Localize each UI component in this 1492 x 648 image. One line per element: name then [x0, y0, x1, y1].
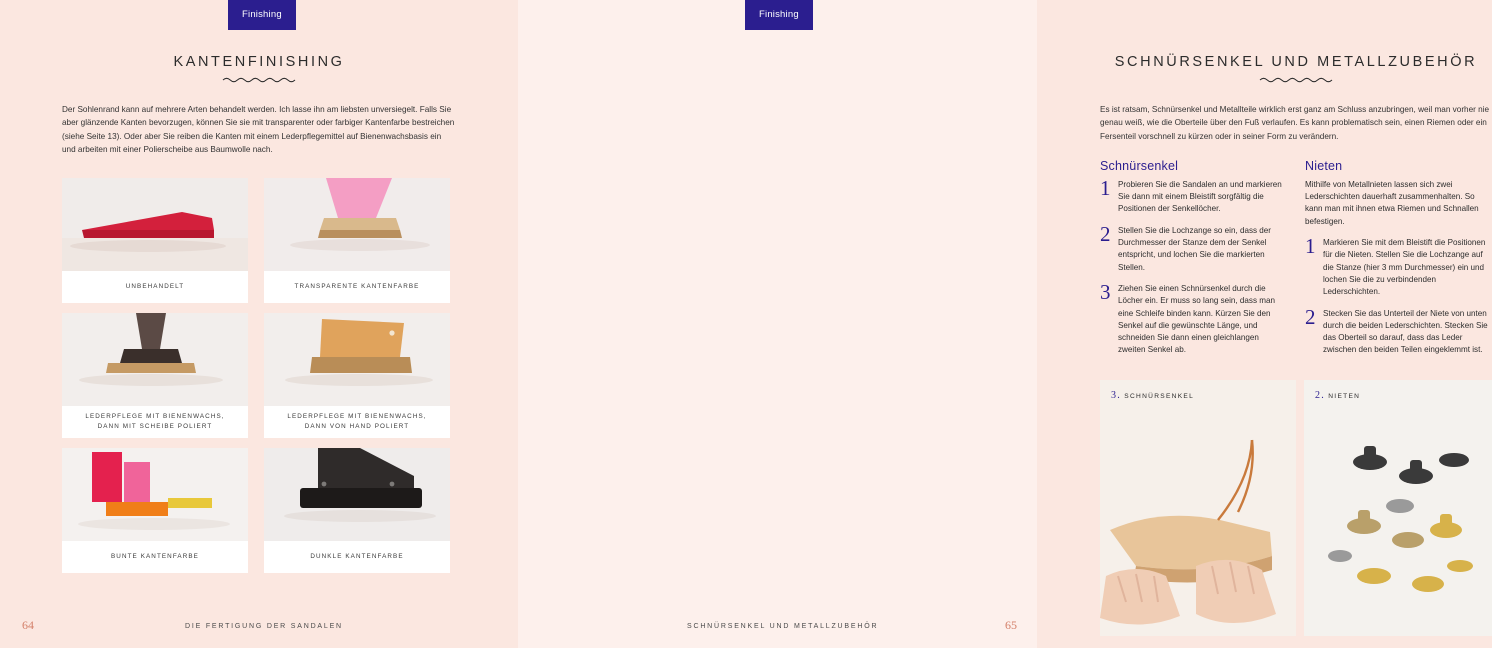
step-item [1100, 279, 1287, 357]
nieten-intro: Mithilfe von Metallnieten lassen sich zwei Lederschichten dauerhaft zusammenhalten. So kann man mit ihnen etwa Riemen und Schnallen befestigen. [1305, 179, 1479, 226]
photo-unbehandelt [62, 178, 248, 271]
photo-lederpflege-scheibe [62, 313, 248, 406]
squiggle-divider-right [1259, 76, 1333, 83]
photo-caption: BUNTE KANTENFARBE [62, 541, 248, 573]
photo-label-number: 3. [1111, 389, 1122, 401]
step-text: Markieren Sie mit dem Bleistift die Positionen für die Nieten. Stellen Sie die Lochzange auf die Stanze (hier 3 mm Durchmesser) ein und lochen Sie die zu verbindenden Lederschichten. [1323, 238, 1486, 297]
subheading-nieten: Nieten [1305, 158, 1343, 173]
left-page-content [62, 54, 456, 573]
page-title-right: SCHNÜRSENKEL UND METALLZUBEHÖR [1114, 54, 1478, 70]
page-number-right: 65 [1005, 618, 1017, 632]
photo-schnuersenkel-hands [1100, 380, 1296, 636]
step-text: Ziehen Sie einen Schnürsenkel durch die Löcher ein. Er muss so lang sein, dass man eine Schleife binden kann. Kürzen Sie den Senkel auf die gewünschte Länge, und schneiden Sie dann einen gleichlangen zweiten Senkel ab. [1118, 283, 1276, 355]
photo-dunkle-kantenfarbe [264, 448, 450, 541]
page-title-left: KANTENFINISHING [173, 54, 345, 70]
left-page-title-block [62, 54, 456, 83]
intro-paragraph-right: Es ist ratsam, Schnürsenkel und Metallteile wirklich erst ganz am Schluss anzubringen, weil man vorher nie genau weiß, wie die Oberteile über den Fuß verlaufen. Es kann problematisch sein, einen Riemen oder ein Fersenteil vorschnell zu kürzen oder in seiner Form zu verändern. [1100, 105, 1490, 141]
step-text: Stecken Sie das Unterteil der Niete von unten durch die beiden Lederschichten. Stecken Sie das Oberteil so darauf, dass das Leder zwischen den beiden Teilen eingeklemmt ist. [1323, 308, 1488, 355]
tab-finishing-right: Finishing [745, 0, 813, 30]
step-number: 2 [1305, 304, 1316, 329]
bottom-photo-row [1100, 380, 1492, 636]
photo-card [62, 313, 248, 438]
intro-paragraph-left: Der Sohlenrand kann auf mehrere Arten behandelt werden. Ich lasse ihn am liebsten unversiegelt. Falls Sie aber glänzende Kanten bevorzugen, können Sie sie mit transparenter oder farbiger Kantenfarbe bestreichen (siehe Seite 13). Oder aber Sie reiben die Kanten mit einem Lederpflegemittel auf Bienenwachsbasis ein und arbeiten mit einer Polierscheibe aus Baumwolle nach. [62, 105, 455, 154]
step-item [1100, 221, 1287, 274]
photo-caption: LEDERPFLEGE MIT BIENENWACHS, DANN MIT SCHEIBE POLIERT [62, 406, 248, 438]
photo-label-number: 2. [1315, 389, 1326, 401]
tab-finishing-left: Finishing [228, 0, 296, 30]
photo-grid [62, 178, 456, 573]
photo-lederpflege-hand [264, 313, 450, 406]
photo-card [62, 178, 248, 303]
right-page-content [1100, 54, 1492, 636]
photo-card [264, 448, 450, 573]
photo-card [62, 448, 248, 573]
step-item [1305, 234, 1492, 298]
photo-card [264, 178, 450, 303]
photo-caption: TRANSPARENTE KANTENFARBE [264, 271, 450, 303]
photo-label-schnuersenkel [1111, 390, 1194, 401]
photo-nieten [1304, 380, 1492, 636]
photo-bunte-kantenfarbe [62, 448, 248, 541]
right-page-title-block [1100, 54, 1492, 83]
footer-left: DIE FERTIGUNG DER SANDALEN [185, 623, 343, 630]
step-number: 2 [1100, 221, 1111, 246]
step-item [1305, 304, 1492, 357]
photo-label-text: SCHNÜRSENKEL [1124, 392, 1195, 400]
page-right [518, 0, 1490, 648]
photo-label-nieten [1315, 390, 1360, 401]
step-number: 3 [1100, 279, 1111, 304]
step-number: 1 [1100, 175, 1111, 200]
step-number: 1 [1305, 234, 1316, 259]
step-text: Stellen Sie die Lochzange so ein, dass der Durchmesser der Stanze dem der Senkel entspricht, und lochen Sie die markierten Stellen. [1118, 225, 1271, 272]
subheading-schnuersenkel: Schnürsenkel [1100, 158, 1179, 173]
photo-card [264, 313, 450, 438]
page-number-left: 64 [22, 618, 34, 632]
photo-caption: DUNKLE KANTENFARBE [264, 541, 450, 573]
photo-caption: UNBEHANDELT [62, 271, 248, 303]
photo-transparente-kantenfarbe [264, 178, 450, 271]
squiggle-divider-left [222, 76, 296, 83]
instruction-columns [1100, 159, 1492, 366]
photo-caption: LEDERPFLEGE MIT BIENENWACHS, DANN VON HAND POLIERT [264, 406, 450, 438]
page-left [0, 0, 518, 648]
step-text: Probieren Sie die Sandalen an und markieren Sie dann mit einem Bleistift sorgfältig die Positionen der Senkellöcher. [1118, 179, 1282, 214]
footer-right: SCHNÜRSENKEL UND METALLZUBEHÖR [687, 623, 879, 630]
step-item [1100, 175, 1287, 216]
photo-label-text: NIETEN [1328, 392, 1361, 400]
column-schnuersenkel [1100, 159, 1287, 366]
column-nieten [1305, 159, 1492, 366]
